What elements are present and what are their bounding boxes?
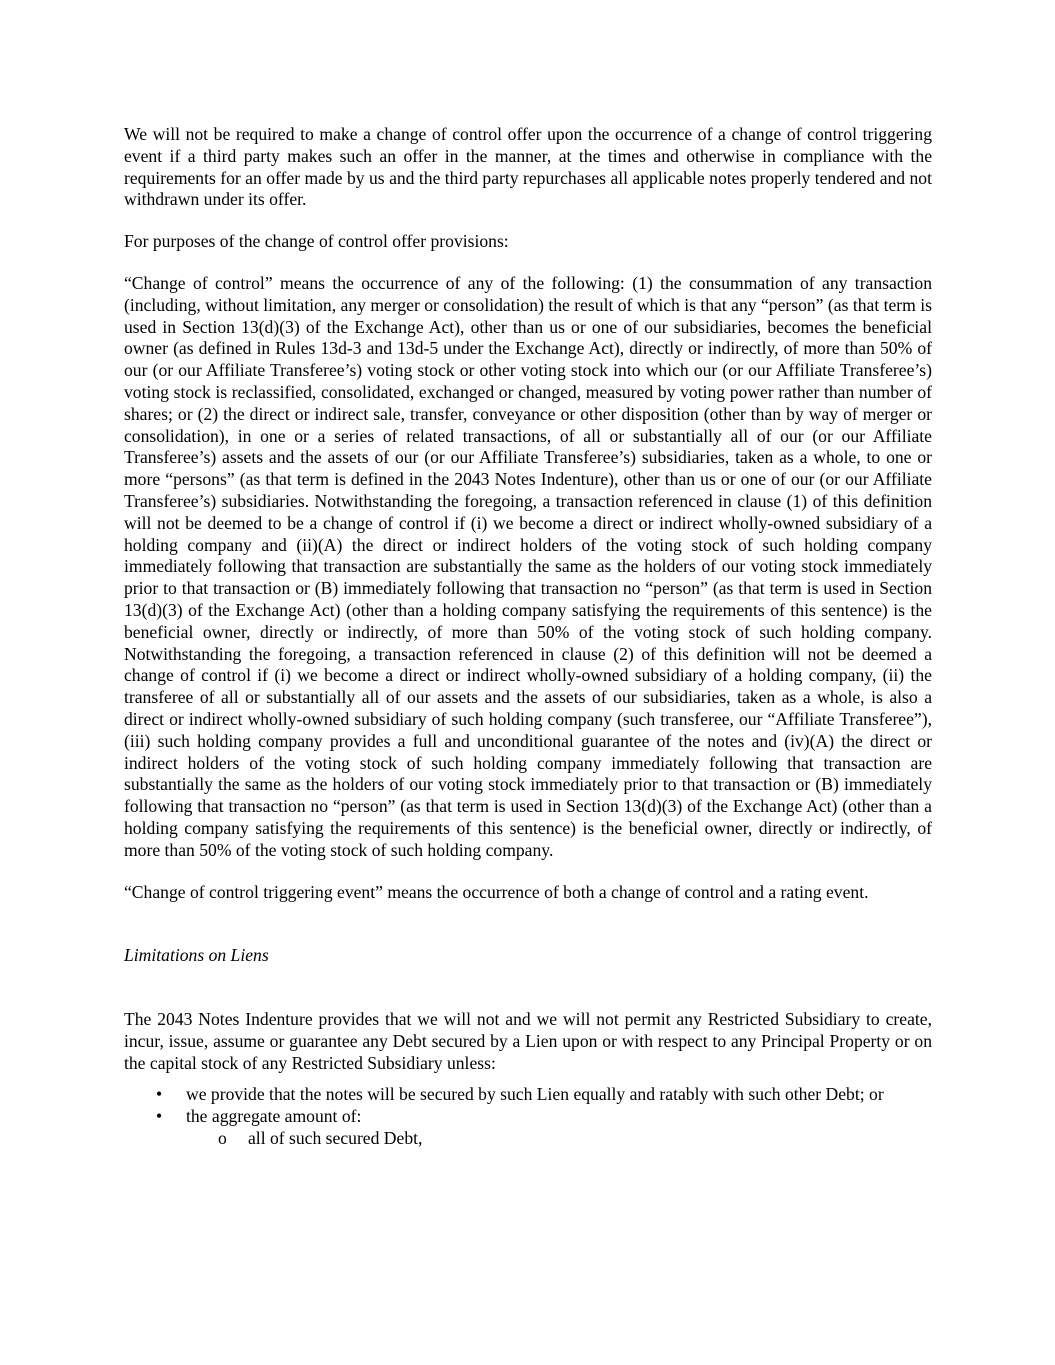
list-item [124, 1106, 932, 1150]
document-page [124, 124, 932, 1150]
paragraph-triggering-event-definition: “Change of control triggering event” means the occurrence of both a change of control and a rating event. [124, 881, 869, 902]
list-item-text: we provide that the notes will be secured by such Lien equally and ratably with such other Debt; or [186, 1084, 884, 1105]
section-heading-limitations-on-liens: Limitations on Liens [124, 945, 269, 966]
sub-bullet-list [186, 1128, 932, 1150]
list-item [124, 1084, 932, 1106]
paragraph-third-party-offer: We will not be required to make a change of control offer upon the occurrence of a change of control triggering event if a third party makes such an offer in the manner, at the times and otherwise in compliance with the requirements for an offer made by us and the third party repurchases all applicable notes properly tendered and not withdrawn under its offer. [124, 124, 932, 210]
bullet-list [124, 1084, 932, 1149]
hollow-bullet-icon: o [218, 1128, 227, 1149]
sub-list-item-text: all of such secured Debt, [248, 1128, 423, 1149]
sub-list-item [186, 1128, 932, 1150]
paragraph-purposes: For purposes of the change of control offer provisions: [124, 231, 509, 252]
bullet-icon: • [156, 1084, 163, 1105]
paragraph-liens-indenture: The 2043 Notes Indenture provides that we will not and we will not permit any Restricted Subsidiary to create, incur, issue, assume or guarantee any Debt secured by a Lien upon or with respect to any Principal Property or on the capital stock of any Restricted Subsidiary unless: [124, 1009, 932, 1073]
paragraph-change-of-control-definition: “Change of control” means the occurrence of any of the following: (1) the consummation of any transaction (including, without limitation, any merger or consolidation) the result of which is that any “person” (as that term is used in Section 13(d)(3) of the Exchange Act), other than us or one of our subsidiaries, becomes the beneficial owner (as defined in Rules 13d-3 and 13d-5 under the Exchange Act), directly or indirectly, of more than 50% of our (or our Affiliate Transferee’s) voting stock or other voting stock into which our (or our Affiliate Transferee’s) voting stock is reclassified, consolidated, exchanged or changed, measured by voting power rather than number of shares; or (2) the direct or indirect sale, transfer, conveyance or other disposition (other than by way of merger or consolidation), in one or a series of related transactions, of all or substantially all of our (or our Affiliate Transferee’s) assets and the assets of our (or our Affiliate Transferee’s) subsidiaries, taken as a whole, to one or more “persons” (as that term is defined in the 2043 Notes Indenture), other than us or one of our (or our Affiliate Transferee’s) subsidiaries. Notwithstanding the foregoing, a transaction referenced in clause (1) of this definition will not be deemed to be a change of control if (i) we become a direct or indirect wholly-owned subsidiary of a holding company and (ii)(A) the direct or indirect holders of the voting stock of such holding company immediately following that transaction are substantially the same as the holders of our voting stock immediately prior to that transaction or (B) immediately following that transaction no “person” (as that term is used in Section 13(d)(3) of the Exchange Act) (other than a holding company satisfying the requirements of this sentence) is the beneficial owner, directly or indirectly, of more than 50% of the voting stock of such holding company. Notwithstanding the foregoing, a transaction referenced in clause (2) of this definition will not be deemed a change of control if (i) we become a direct or indirect wholly-owned subsidiary of a holding company, (ii) the transferee of all or substantially all of our assets and the assets of our subsidiaries, taken as a whole, is also a direct or indirect wholly-owned subsidiary of such holding company (such transferee, our “Affiliate Transferee”), (iii) such holding company provides a full and unconditional guarantee of the notes and (iv)(A) the direct or indirect holders of the voting stock of such holding company immediately following that transaction are substantially the same as the holders of our voting stock immediately prior to that transaction or (B) immediately following that transaction no “person” (as that term is used in Section 13(d)(3) of the Exchange Act) (other than a holding company satisfying the requirements of this sentence) is the beneficial owner, directly or indirectly, of more than 50% of the voting stock of such holding company. [124, 272, 932, 860]
list-item-text: the aggregate amount of: [186, 1106, 362, 1127]
bullet-icon: • [156, 1106, 163, 1127]
